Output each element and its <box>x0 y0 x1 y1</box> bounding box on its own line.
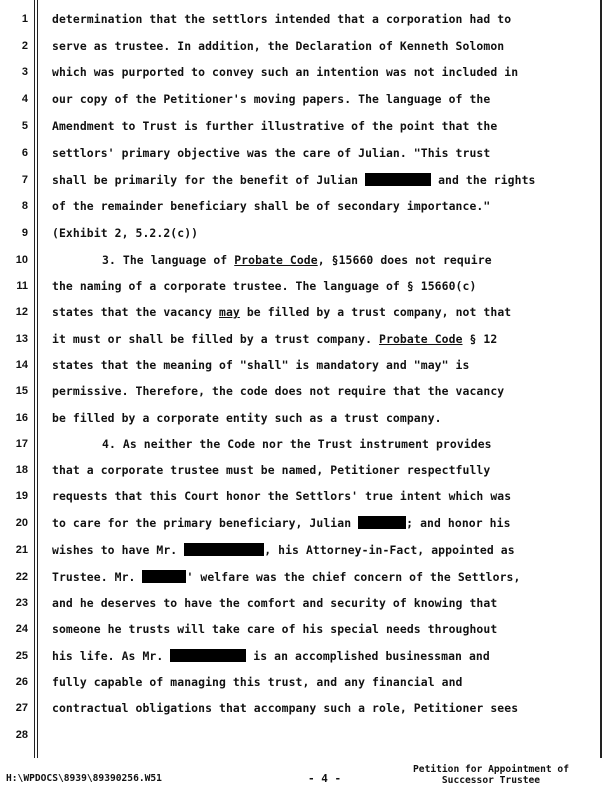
line-number: 24 <box>15 623 28 635</box>
text-segment: and the rights <box>438 173 536 187</box>
footer-title-line: Successor Trustee <box>441 775 541 786</box>
redaction-box <box>142 570 186 583</box>
line-number: 3 <box>21 66 28 78</box>
left-margin-rule <box>34 0 35 758</box>
text-line: serve as trustee. In addition, the Declaration of Kenneth Solomon <box>52 39 505 53</box>
text-line: of the remainder beneficiary shall be of secondary importance." <box>52 199 491 213</box>
line-number: 9 <box>21 227 28 239</box>
text-line: states that the meaning of "shall" is mandatory and "may" is <box>52 358 470 372</box>
text-segment: states that the vacancy <box>52 305 213 319</box>
text-line: settlors' primary objective was the care of Julian. "This trust <box>52 146 491 160</box>
line-number: 5 <box>21 120 28 132</box>
page-number: - 4 - <box>308 772 342 785</box>
line-number: 23 <box>15 597 28 609</box>
emphasis-underlined: may <box>219 305 240 319</box>
line-number: 22 <box>15 571 28 583</box>
line-number: 18 <box>15 464 28 476</box>
line-number: 14 <box>15 359 28 371</box>
text-line <box>52 570 594 584</box>
text-segment: to care for the primary beneficiary, Julian <box>52 516 352 530</box>
text-line: someone he trusts will take care of his special needs throughout <box>52 622 498 636</box>
citation-underlined: Probate Code <box>379 332 463 346</box>
text-segment: , §15660 does not require <box>317 253 492 267</box>
line-number: 21 <box>15 544 28 556</box>
text-segment: § 12 <box>469 332 498 346</box>
text-segment: ' welfare was the chief concern of the Settlors, <box>186 570 521 584</box>
footer-title-line: Petition for Appointment of <box>413 764 569 775</box>
line-number: 20 <box>15 517 28 529</box>
text-line: that a corporate trustee must be named, Petitioner respectfully <box>52 463 491 477</box>
text-line <box>102 253 594 267</box>
text-line: determination that the settlors intended that a corporation had to <box>52 12 512 26</box>
text-line: fully capable of managing this trust, and any financial and <box>52 675 463 689</box>
text-line <box>52 516 594 530</box>
line-number: 28 <box>15 729 28 741</box>
line-number: 11 <box>16 280 28 292</box>
text-segment: 3. The language of <box>102 253 228 267</box>
text-line: the naming of a corporate trustee. The language of § 15660(c) <box>52 279 477 293</box>
line-number: 16 <box>15 412 28 424</box>
text-line: requests that this Court honor the Settlors' true intent which was <box>52 489 512 503</box>
line-number: 1 <box>21 13 28 25</box>
line-number: 13 <box>15 333 28 345</box>
text-line <box>52 543 594 557</box>
text-line: which was purported to convey such an intention was not included in <box>52 65 519 79</box>
text-line <box>52 305 594 319</box>
line-number: 27 <box>15 702 28 714</box>
text-segment: , his Attorney-in-Fact, appointed as <box>264 543 515 557</box>
text-line: Amendment to Trust is further illustrative of the point that the <box>52 119 498 133</box>
citation-underlined: Probate Code <box>234 253 318 267</box>
right-margin-rule <box>600 0 602 758</box>
line-number: 8 <box>21 200 28 212</box>
text-line: permissive. Therefore, the code does not require that the vacancy <box>52 384 505 398</box>
line-number: 12 <box>15 306 28 318</box>
text-segment: his life. As Mr. <box>52 649 164 663</box>
text-segment: it must or shall be filled by a trust company. <box>52 332 373 346</box>
left-margin-rule-inner <box>37 0 38 758</box>
line-number: 7 <box>21 174 28 186</box>
line-number: 4 <box>21 93 28 105</box>
text-segment: ; and honor his <box>406 516 511 530</box>
line-number: 26 <box>15 676 28 688</box>
redaction-box <box>170 649 246 662</box>
redaction-box <box>365 173 431 186</box>
text-line: and he deserves to have the comfort and security of knowing that <box>52 596 498 610</box>
text-line <box>52 649 594 663</box>
text-line: contractual obligations that accompany such a role, Petitioner sees <box>52 701 519 715</box>
line-number: 6 <box>21 147 28 159</box>
text-segment: is an accomplished businessman and <box>253 649 490 663</box>
text-line: be filled by a corporate entity such as a trust company. <box>52 411 442 425</box>
line-number: 19 <box>15 490 28 502</box>
line-number: 15 <box>15 385 28 397</box>
redaction-box <box>358 516 406 529</box>
line-number: 10 <box>15 254 28 266</box>
footer-document-title <box>380 764 602 786</box>
text-line <box>52 173 594 187</box>
text-segment: be filled by a trust company, not that <box>246 305 512 319</box>
text-line: our copy of the Petitioner's moving papers. The language of the <box>52 92 491 106</box>
line-number: 17 <box>15 438 28 450</box>
text-segment: shall be primarily for the benefit of Julian <box>52 173 359 187</box>
text-line <box>52 332 594 346</box>
line-number: 25 <box>15 650 28 662</box>
line-number: 2 <box>21 40 28 52</box>
footer-file-path: H:\WPDOCS\8939\89390256.W51 <box>6 773 162 784</box>
redaction-box <box>184 543 264 556</box>
text-line: (Exhibit 2, 5.2.2(c)) <box>52 226 199 240</box>
text-line: 4. As neither the Code nor the Trust instrument provides <box>102 437 492 451</box>
text-segment: wishes to have Mr. <box>52 543 178 557</box>
text-segment: Trustee. Mr. <box>52 570 136 584</box>
